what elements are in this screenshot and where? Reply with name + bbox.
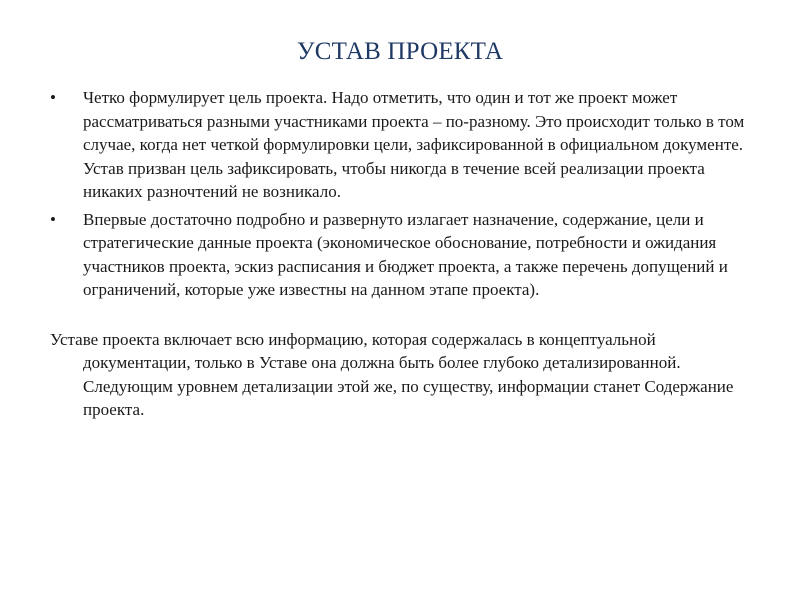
bullet-text: Четко формулирует цель проекта. Надо отметить, что один и тот же проект может рассматриваться разными участниками проекта – по-разному. Это происходит только в том случае, когда нет четкой формулировки цели, зафиксированной в официальном документе. Устав призван цель зафиксировать, чтобы никогда в течение всей реализации проекта никаких разночтений не возникало. bbox=[83, 88, 745, 201]
bullet-item bbox=[50, 208, 762, 302]
slide-content bbox=[50, 86, 762, 422]
bullet-item bbox=[50, 86, 762, 204]
slide-title: УСТАВ ПРОЕКТА bbox=[296, 38, 504, 65]
bullet-list bbox=[50, 86, 762, 302]
bullet-text: Впервые достаточно подробно и развернуто излагает назначение, содержание, цели и стратегические данные проекта (экономическое обоснование, потребности и ожидания участников проекта, эскиз расписания и бюджет проекта, а также перечень допущений и ограничений, которые уже известны на данном этапе проекта). bbox=[83, 209, 728, 299]
bullet-marker: • bbox=[50, 209, 56, 229]
bullet-marker: • bbox=[50, 88, 56, 107]
summary-paragraph: Уставе проекта включает всю информацию, которая содержалась в концептуальной документации, только в Уставе она должна быть более глубоко детализированной. Следующим уровнем детализации этой же, по существу, информации станет Содержание проекта. bbox=[50, 329, 734, 419]
